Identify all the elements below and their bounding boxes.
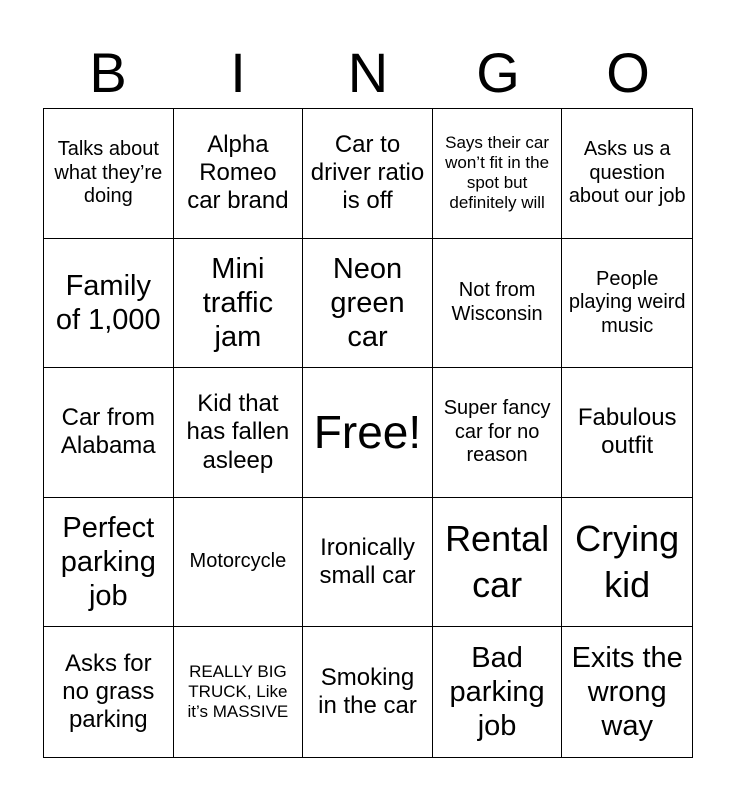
header-letter-o: O xyxy=(606,41,650,104)
bingo-cell-r4-c3[interactable] xyxy=(303,498,433,628)
cell-label: Asks for no grass parking xyxy=(62,649,155,734)
bingo-cell-r1-c4[interactable] xyxy=(433,109,563,239)
bingo-cell-r2-c4[interactable] xyxy=(433,239,563,369)
cell-label: Not from Wisconsin xyxy=(451,279,543,325)
cell-label: Rental car xyxy=(445,518,550,606)
bingo-cell-r1-c2[interactable] xyxy=(174,109,304,239)
cell-label: Car from Alabama xyxy=(60,404,156,460)
bingo-cell-r5-c2[interactable] xyxy=(174,627,304,757)
bingo-cell-r1-c1[interactable] xyxy=(44,109,174,239)
bingo-cell-r5-c3[interactable] xyxy=(303,627,433,757)
bingo-cell-r3-c5[interactable] xyxy=(562,368,692,498)
cell-label: Family of 1,000 xyxy=(55,269,161,336)
cell-label: Alpha Romeo car brand xyxy=(187,130,289,215)
cell-label: Neon green car xyxy=(330,252,405,353)
bingo-cell-r2-c5[interactable] xyxy=(562,239,692,369)
cell-label: Asks us a question about our job xyxy=(568,137,686,208)
cell-label: Bad parking job xyxy=(449,641,545,743)
bingo-cell-r2-c3[interactable] xyxy=(303,239,433,369)
cell-label: People playing weird music xyxy=(568,267,686,337)
bingo-cell-r4-c1[interactable] xyxy=(44,498,174,628)
free-space-label: Free! xyxy=(313,406,422,459)
cell-label: Ironically small car xyxy=(319,533,416,590)
cell-label: Fabulous outfit xyxy=(577,404,677,460)
cell-label: Exits the wrong way xyxy=(571,641,683,743)
cell-label: Car to driver ratio is off xyxy=(310,130,425,215)
header-letter-i: I xyxy=(230,41,246,104)
cell-label: Perfect parking job xyxy=(60,511,156,613)
bingo-cell-r1-c5[interactable] xyxy=(562,109,692,239)
bingo-cell-r3-c2[interactable] xyxy=(174,368,304,498)
bingo-cell-r2-c2[interactable] xyxy=(174,239,304,369)
bingo-board xyxy=(43,108,693,758)
bingo-cell-free[interactable] xyxy=(303,368,433,498)
cell-label: Super fancy car for no reason xyxy=(443,397,551,467)
header-letter-n: N xyxy=(347,41,389,104)
bingo-cell-r4-c2[interactable] xyxy=(174,498,304,628)
bingo-cell-r4-c5[interactable] xyxy=(562,498,692,628)
bingo-header xyxy=(43,38,693,108)
bingo-cell-r3-c1[interactable] xyxy=(44,368,174,498)
cell-label: Smoking in the car xyxy=(318,663,417,720)
bingo-cell-r1-c3[interactable] xyxy=(303,109,433,239)
cell-label: Says their car won’t fit in the spot but definitely will xyxy=(445,133,550,213)
cell-label: Mini traffic jam xyxy=(202,252,274,353)
bingo-cell-r3-c4[interactable] xyxy=(433,368,563,498)
bingo-cell-r5-c1[interactable] xyxy=(44,627,174,757)
cell-label: REALLY BIG TRUCK, Like it’s MASSIVE xyxy=(187,662,289,722)
cell-label: Motorcycle xyxy=(189,550,287,573)
cell-label: Kid that has fallen asleep xyxy=(186,390,290,474)
bingo-cell-r5-c4[interactable] xyxy=(433,627,563,757)
cell-label: Talks about what they’re doing xyxy=(54,137,163,208)
cell-label: Crying kid xyxy=(575,518,680,606)
header-letter-g: G xyxy=(476,41,520,104)
bingo-cell-r4-c4[interactable] xyxy=(433,498,563,628)
header-letter-b: B xyxy=(89,41,127,104)
bingo-cell-r2-c1[interactable] xyxy=(44,239,174,369)
bingo-cell-r5-c5[interactable] xyxy=(562,627,692,757)
